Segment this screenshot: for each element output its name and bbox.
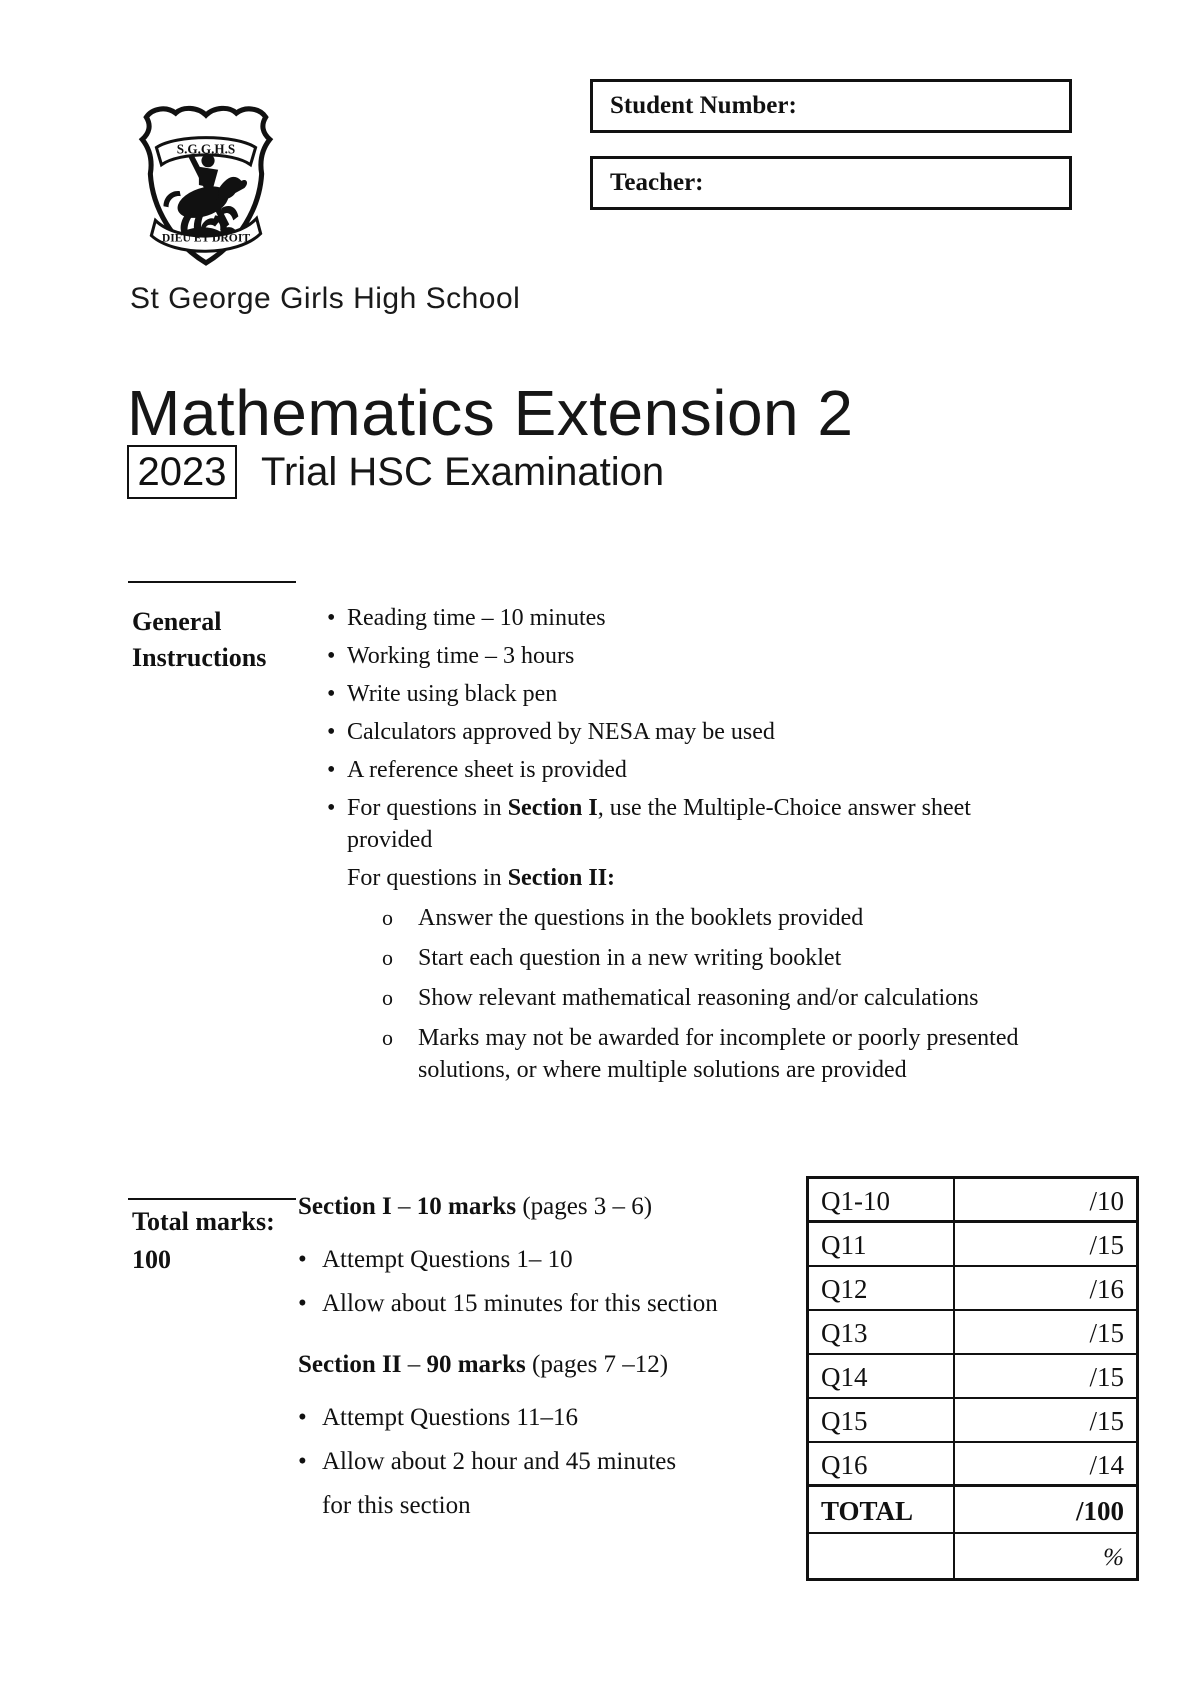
- total-marks-value: 100: [132, 1245, 171, 1274]
- bullet-icon: •: [298, 1404, 307, 1431]
- section2-bullet: • Attempt Questions 11–16: [298, 1402, 798, 1434]
- bullet-icon: •: [327, 643, 336, 669]
- instruction-item: • Reading time – 10 minutes: [327, 602, 1062, 634]
- instruction-item-section1: • For questions in Section I, use the Multiple-Choice answer sheet provided: [327, 792, 1062, 856]
- exam-title: Mathematics Extension 2: [127, 377, 854, 449]
- instruction-item: • Working time – 3 hours: [327, 640, 1062, 672]
- bullet-icon: •: [327, 757, 336, 783]
- bullet-icon: •: [327, 681, 336, 707]
- teacher-field: [590, 156, 1072, 210]
- crest-top-banner-text: S.G.G.H.S: [176, 141, 236, 157]
- crest-bottom-banner-text: DIEU ET DROIT: [161, 231, 251, 245]
- sub-instruction-item: o Marks may not be awarded for incomplete or poorly presented solutions, or where multiple solutions are provided: [382, 1022, 1062, 1086]
- marks-row: Q15 /15: [808, 1398, 1138, 1442]
- instruction-item: • Write using black pen: [327, 678, 1062, 710]
- instruction-item: • Calculators approved by NESA may be used: [327, 716, 1062, 748]
- sub-instruction-item: o Answer the questions in the booklets provided: [382, 902, 1062, 934]
- sections-summary: [298, 1190, 798, 1522]
- marks-row: Q13 /15: [808, 1310, 1138, 1354]
- section1-heading: Section I – 10 marks (pages 3 – 6): [298, 1193, 653, 1220]
- exam-subtitle-row: [127, 445, 664, 499]
- section1-bullet: • Allow about 15 minutes for this section: [298, 1288, 798, 1320]
- bullet-icon: •: [298, 1448, 307, 1475]
- marks-row: Q1-10 /10: [808, 1178, 1138, 1222]
- marks-row-total: TOTAL /100: [808, 1486, 1138, 1533]
- marks-table-container: [806, 1176, 1139, 1581]
- student-number-field: [590, 79, 1072, 133]
- sub-instruction-item: o Show relevant mathematical reasoning and/or calculations: [382, 982, 1062, 1014]
- marks-table: [806, 1176, 1139, 1581]
- section2-heading: Section II – 90 marks (pages 7 –12): [298, 1351, 669, 1378]
- section2-bullet-continuation: for this section: [322, 1492, 471, 1519]
- general-instructions-label: General Instructions: [132, 607, 267, 672]
- student-number-label: Student Number:: [610, 92, 797, 119]
- marks-row: Q14 /15: [808, 1354, 1138, 1398]
- section2-bullet: • Allow about 2 hour and 45 minutes: [298, 1446, 798, 1478]
- bullet-icon: •: [298, 1246, 307, 1273]
- general-instructions-list: [327, 602, 1062, 1094]
- marks-row-percent: %: [808, 1533, 1138, 1580]
- sub-instruction-item: o Start each question in a new writing booklet: [382, 942, 1062, 974]
- marks-row: Q16 /14: [808, 1442, 1138, 1486]
- bullet-icon: •: [298, 1290, 307, 1317]
- school-crest: [130, 103, 282, 278]
- bullet-icon: •: [327, 795, 336, 821]
- circle-bullet-icon: o: [382, 905, 393, 930]
- exam-type: Trial HSC Examination: [261, 449, 665, 494]
- bullet-icon: •: [327, 719, 336, 745]
- year-box: 2023: [127, 445, 237, 499]
- circle-bullet-icon: o: [382, 945, 393, 970]
- marks-row: Q12 /16: [808, 1266, 1138, 1310]
- school-name: St George Girls High School: [130, 282, 521, 315]
- instruction-item: • A reference sheet is provided: [327, 754, 1062, 786]
- teacher-label: Teacher:: [610, 169, 704, 196]
- school-crest-icon: [130, 103, 282, 273]
- circle-bullet-icon: o: [382, 1025, 393, 1050]
- divider-total-marks: [128, 1198, 296, 1200]
- instruction-line-section2: For questions in Section II:: [347, 865, 616, 891]
- total-marks-label: Total marks: 100: [132, 1207, 275, 1274]
- divider-general: [128, 581, 296, 583]
- marks-row: Q11 /15: [808, 1222, 1138, 1266]
- section1-bullet: • Attempt Questions 1– 10: [298, 1244, 798, 1276]
- circle-bullet-icon: o: [382, 985, 393, 1010]
- bullet-icon: •: [327, 605, 336, 631]
